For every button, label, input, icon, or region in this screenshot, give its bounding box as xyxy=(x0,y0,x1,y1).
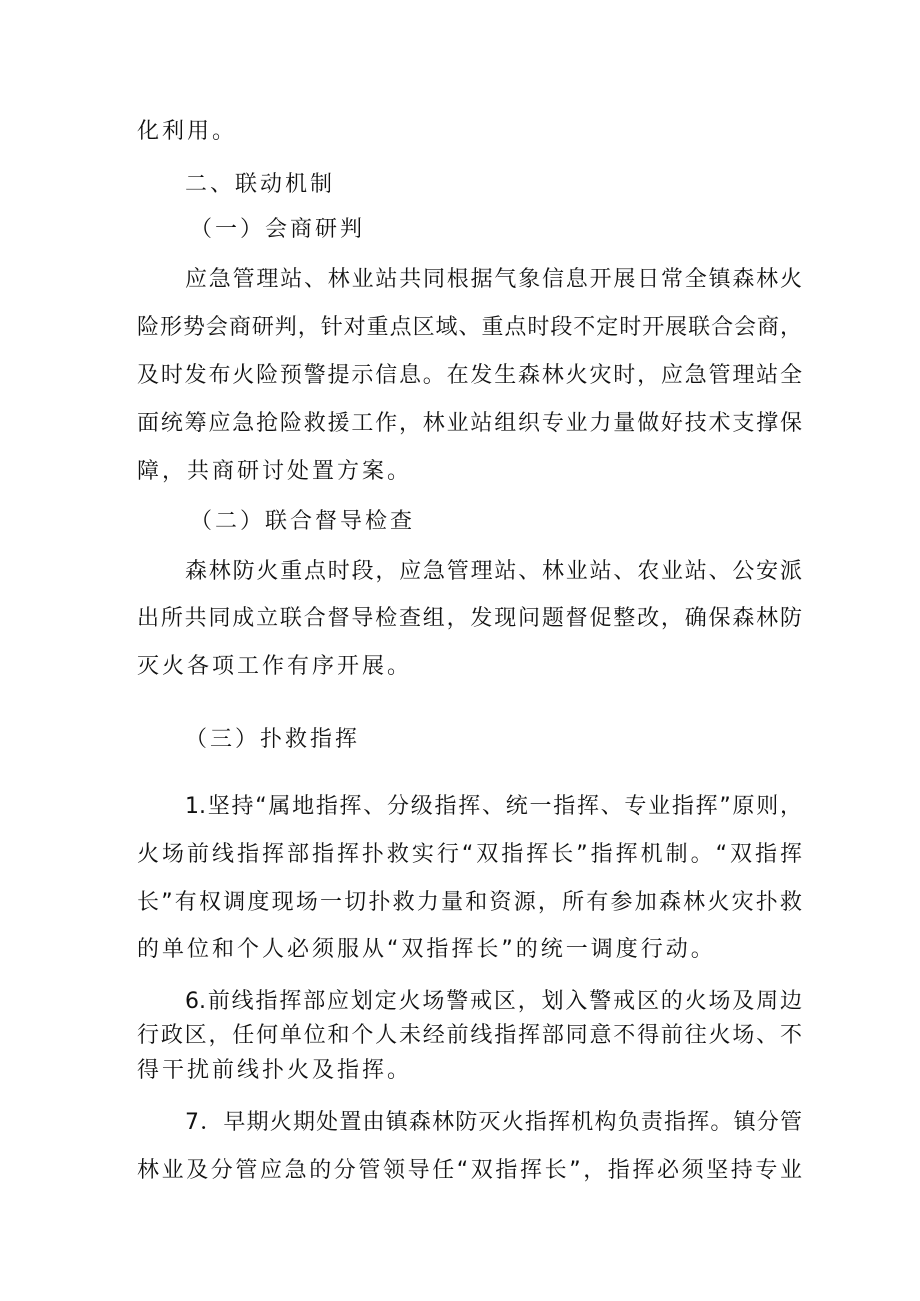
paragraph-line: 障，共商研讨处置方案。 xyxy=(137,459,413,484)
list-item-1-line: 的单位和个人必须服从“双指挥长”的统一调度行动。 xyxy=(137,937,716,962)
paragraph-line: 及时发布火险预警提示信息。在发生森林火灾时，应急管理站全 xyxy=(137,363,802,388)
subheading-fire-fighting-command: （三）扑救指挥 xyxy=(185,727,361,752)
paragraph-line: 应急管理站、林业站共同根据气象信息开展日常全镇森林火 xyxy=(185,267,802,292)
subheading-consultation: （一）会商研判 xyxy=(190,217,366,242)
subheading-joint-inspection: （二）联合督导检查 xyxy=(190,509,416,534)
list-item-1-line: 长”有权调度现场一切扑救力量和资源，所有参加森林火灾扑救 xyxy=(137,890,802,915)
paragraph-line: 灭火各项工作有序开展。 xyxy=(137,654,413,679)
paragraph-line: 险形势会商研判，针对重点区域、重点时段不定时开展联合会商， xyxy=(137,315,802,340)
list-item-6-line: 6.前线指挥部应划定火场警戒区，划入警戒区的火场及周边 xyxy=(185,989,802,1014)
paragraph-continuation-line: 化利用。 xyxy=(137,119,238,144)
paragraph-line: 出所共同成立联合督导检查组，发现问题督促整改，确保森林防 xyxy=(137,606,802,631)
list-item-7-line: 7．早期火期处置由镇森林防灭火指挥机构负责指挥。镇分管 xyxy=(185,1110,802,1135)
paragraph-line: 森林防火重点时段，应急管理站、林业站、农业站、公安派 xyxy=(185,559,802,584)
list-item-1-line: 火场前线指挥部指挥扑救实行“双指挥长”指挥机制。“双指挥 xyxy=(137,842,802,867)
section-heading-linkage-mechanism: 二、联动机制 xyxy=(185,172,336,197)
list-item-6-line: 得干扰前线扑火及指挥。 xyxy=(137,1058,413,1083)
paragraph-line: 面统筹应急抢险救援工作，林业站组织专业力量做好技术支撑保 xyxy=(137,411,802,436)
list-item-7-line: 林业及分管应急的分管领导任“双指挥长”，指挥必须坚持专业 xyxy=(137,1158,803,1183)
list-item-6-line: 行政区，任何单位和个人未经前线指挥部同意不得前往火场、不 xyxy=(137,1023,802,1048)
list-item-1-line: 1.坚持“属地指挥、分级指挥、统一指挥、专业指挥”原则， xyxy=(185,794,802,819)
